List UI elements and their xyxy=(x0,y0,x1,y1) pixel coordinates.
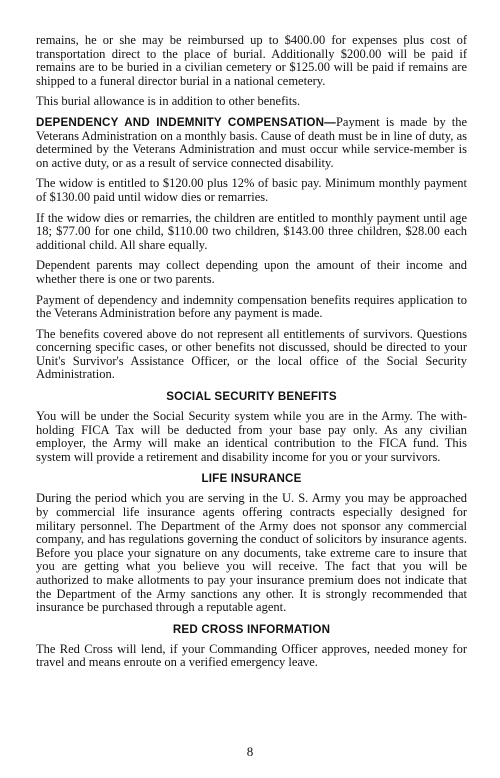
life-insurance-paragraph: During the period which you are serving in the U. S. Army you may be approached by commercial life insurance agents offering contracts especially designed for military personnel. The Department of the Army does not sponsor any commercial company, and has regulations governing the conduct of solicitors by insurance agents. Before you place your signature on any documents, take extreme care to insure that you are getting what you believe you will receive. The fact that you will be authorized to make allotments to pay your insurance premium does not indicate that the Department of the Army sanctions any other. It is strongly recommended that insurance be purchased through a reputable agent. xyxy=(36,491,467,615)
red-cross-paragraph: The Red Cross will lend, if your Commanding Officer approves, needed money for travel and means enroute on a verified emergency leave. xyxy=(36,641,467,670)
red-cross-heading: RED CROSS INFORMATION xyxy=(172,622,331,636)
dependency-paragraph-4: Dependent parents may collect depending upon the amount of their income and whether there is one or two parents. xyxy=(36,258,467,286)
dependency-paragraph-6: The benefits covered above do not represent all entitlements of survivors. Questions concerning specific cases, or other benefits not discussed, should be directed to your Unit's Survivor's Assistance Officer, or the local office of the Social Security Administration. xyxy=(36,326,467,382)
life-insurance-heading: LIFE INSURANCE xyxy=(201,472,302,486)
dependency-paragraph-5: Payment of dependency and indemnity compensation benefits requires application to the Veterans Administration before any payment is made. xyxy=(36,292,467,321)
burial-paragraph-2: This burial allowance is in addition to other benefits. xyxy=(36,94,301,109)
social-security-heading: SOCIAL SECURITY BENEFITS xyxy=(166,390,337,404)
dependency-paragraph-1-body: Payment is made by the Veterans Administration on a monthly basis. Cause of death must be in line of duty, as determined by the Veterans Administration and must occur while service-member is on active duty, or as a result of service connected disability. xyxy=(36,114,468,170)
document-page xyxy=(36,34,467,677)
dependency-paragraph-2: The widow is entitled to $120.00 plus 12% of basic pay. Minimum monthly payment of $130.00 paid until widow dies or remarries. xyxy=(36,176,467,204)
page-number: 8 xyxy=(246,744,254,759)
dependency-paragraph-1 xyxy=(36,116,467,170)
dependency-paragraph-3: If the widow dies or remarries, the children are entitled to monthly payment until age 18; $77.00 for one child, $110.00 two children, $143.00 three children, $28.00 each additional child. All share equally. xyxy=(36,210,467,252)
dependency-heading: DEPENDENCY AND INDEMNITY COMPENSATION— xyxy=(36,115,336,129)
burial-paragraph-1: remains, he or she may be reimbursed up to $400.00 for expenses plus cost of transportation direct to the place of burial. Additionally $200.00 will be paid if remains are to be buried in a civilian cemetery or $125.00 will be paid if remains are shipped to a funeral director burial in a national cemetery. xyxy=(36,33,467,88)
social-security-paragraph: You will be under the Social Security system while you are in the Army. The with-holding FICA Tax will be deducted from your base pay only. As any civilian employer, the Army will make an identical contribution to the FICA fund. This system will provide a retirement and disability income for you or your survivors. xyxy=(36,409,467,464)
